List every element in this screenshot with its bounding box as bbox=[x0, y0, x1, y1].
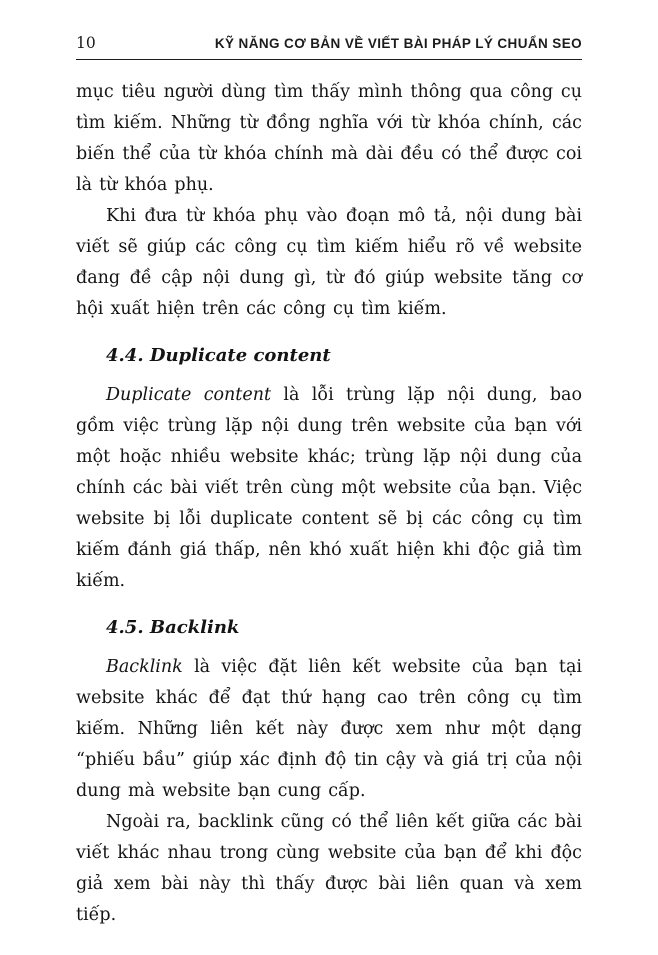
section-heading-backlink: 4.5. Backlink bbox=[106, 617, 240, 638]
paragraph-keyword-continuation: mục tiêu người dùng tìm thấy mình thông qua công cụ tìm kiếm. Những từ đồng nghĩa với từ khóa chính, các biến thể của từ khóa chính mà dài đều có thể được coi là từ khóa phụ. bbox=[76, 82, 582, 195]
page-header bbox=[76, 34, 582, 60]
page-body bbox=[76, 77, 582, 931]
running-title: KỸ NĂNG CƠ BẢN VỀ VIẾT BÀI PHÁP LÝ CHUẨN SEO bbox=[214, 36, 582, 51]
section-heading-duplicate-content: 4.4. Duplicate content bbox=[106, 345, 331, 366]
paragraph-backlink-internal: Ngoài ra, backlink cũng có thể liên kết giữa các bài viết khác nhau trong cùng website của bạn để khi độc giả xem bài này thì thấy được bài liên quan và xem tiếp. bbox=[76, 812, 582, 925]
page-number: 10 bbox=[76, 34, 96, 52]
paragraph-backlink bbox=[76, 652, 582, 807]
paragraph-secondary-keywords: Khi đưa từ khóa phụ vào đoạn mô tả, nội dung bài viết sẽ giúp các công cụ tìm kiếm hiểu rõ về website đang đề cập nội dung gì, từ đó giúp website tăng cơ hội xuất hiện trên các công cụ tìm kiếm. bbox=[76, 206, 582, 319]
paragraph-backlink-text: là việc đặt liên kết website của bạn tại website khác để đạt thứ hạng cao trên công cụ tìm kiếm. Những liên kết này được xem như một dạng “phiếu bầu” giúp xác định độ tin cậy và giá trị của nội dung mà website bạn cung cấp. bbox=[76, 657, 582, 801]
italic-term-backlink: Backlink bbox=[106, 657, 183, 677]
italic-term-duplicate-content: Duplicate content bbox=[106, 385, 271, 405]
paragraph-duplicate-content-text: là lỗi trùng lặp nội dung, bao gồm việc trùng lặp nội dung trên website của bạn với một hoặc nhiều website khác; trùng lặp nội dung của chính các bài viết trên cùng một website của bạn. Việc website bị lỗi duplicate content sẽ bị các công cụ tìm kiếm đánh giá thấp, nên khó xuất hiện khi độc giả tìm kiếm. bbox=[76, 385, 582, 591]
paragraph-duplicate-content bbox=[76, 380, 582, 597]
